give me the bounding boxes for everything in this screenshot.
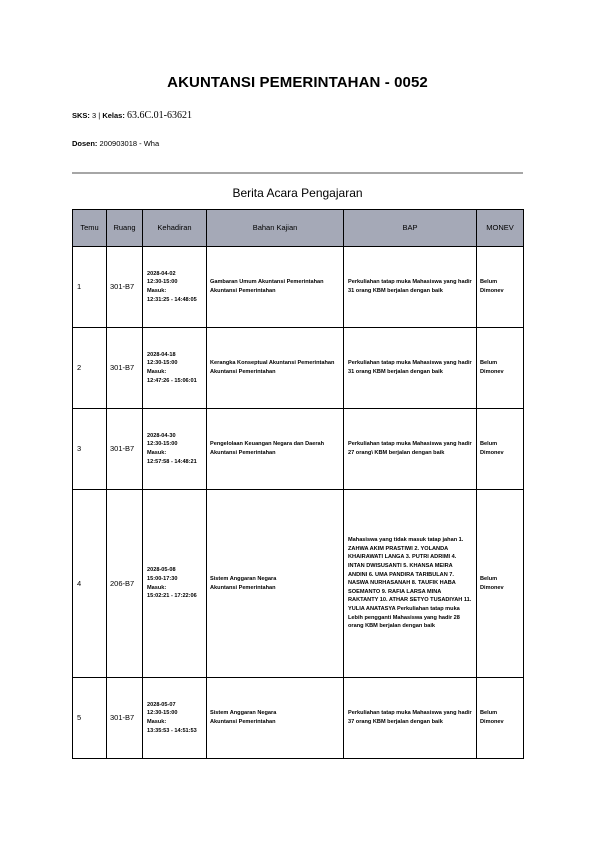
table-row — [73, 409, 524, 490]
session-date: 2028-05-07 — [147, 701, 176, 708]
masuk-label: Masuk: — [147, 584, 167, 591]
separator: | — [98, 111, 101, 120]
temu-cell: 1 — [73, 247, 107, 328]
ruang-cell: 301-B7 — [107, 409, 143, 490]
bahan-course: Akuntansi Pemerintahan — [210, 450, 276, 456]
temu-cell: 2 — [73, 328, 107, 409]
dosen-value: 200903018 - Wha — [99, 139, 160, 148]
bahan-course: Akuntansi Pemerintahan — [210, 288, 276, 294]
bahan-kajian-cell — [207, 678, 344, 759]
temu-cell: 3 — [73, 409, 107, 490]
ruang-cell: 301-B7 — [107, 328, 143, 409]
bap-cell: Perkuliahan tatap muka Mahasiswa yang hadir 31 orang KBM berjalan dengan baik — [344, 247, 477, 328]
bahan-kajian-cell — [207, 328, 344, 409]
divider — [72, 172, 523, 174]
session-date: 2028-04-30 — [147, 432, 176, 439]
monev-cell: Belum Dimonev — [477, 328, 524, 409]
sks-label: SKS: — [72, 111, 90, 120]
document-title: AKUNTANSI PEMERINTAHAN - 0052 — [167, 74, 428, 91]
temu-cell: 5 — [73, 678, 107, 759]
table-row — [73, 328, 524, 409]
column-header-monev: MONEV — [477, 210, 524, 247]
monev-cell: Belum Dimonev — [477, 678, 524, 759]
bahan-topic: Pengelolaan Keuangan Negara dan Daerah — [210, 441, 325, 448]
ruang-cell: 301-B7 — [107, 678, 143, 759]
bahan-kajian-cell — [207, 409, 344, 490]
kehadiran-cell — [143, 328, 207, 409]
monev-cell: Belum Dimonev — [477, 409, 524, 490]
bahan-course: Akuntansi Pemerintahan — [210, 719, 276, 725]
kehadiran-cell — [143, 678, 207, 759]
course-info — [72, 110, 192, 121]
kehadiran-cell — [143, 490, 207, 678]
column-header-kehadiran: Kehadiran — [143, 210, 207, 247]
bahan-kajian-cell — [207, 247, 344, 328]
table-row — [73, 490, 524, 678]
section-title: Berita Acara Pengajaran — [232, 186, 363, 200]
session-time: 12:30-15:00 — [147, 710, 178, 717]
session-date: 2028-04-02 — [147, 270, 176, 277]
ruang-cell: 206-B7 — [107, 490, 143, 678]
masuk-time: 15:02:21 - 17:22:06 — [147, 593, 197, 600]
kehadiran-cell — [143, 409, 207, 490]
session-time: 12:30-15:00 — [147, 279, 178, 286]
bahan-topic: Sistem Anggaran Negara — [210, 710, 277, 717]
kelas-value: 63.6C.01-63621 — [126, 110, 192, 121]
bahan-topic: Gambaran Umum Akuntansi Pemerintahan — [210, 279, 324, 286]
masuk-time: 12:57:58 - 14:48:21 — [147, 458, 197, 465]
bahan-course: Akuntansi Pemerintahan — [210, 369, 276, 375]
bap-cell: Perkuliahan tatap muka Mahasiswa yang hadir 27 orang\ KBM berjalan dengan baik — [344, 409, 477, 490]
ruang-cell: 301-B7 — [107, 247, 143, 328]
lecturer-info — [72, 139, 159, 148]
masuk-time: 13:35:53 - 14:51:53 — [147, 727, 197, 734]
masuk-label: Masuk: — [147, 288, 167, 294]
sks-value: 3 — [92, 111, 97, 120]
kelas-label: Kelas: — [102, 111, 125, 120]
masuk-time: 12:31:25 - 14:48:05 — [147, 296, 197, 303]
temu-cell: 4 — [73, 490, 107, 678]
bap-cell: Perkuliahan tatap muka Mahasiswa yang hadir 31 orang KBM berjalan dengan baik — [344, 328, 477, 409]
bahan-topic: Sistem Anggaran Negara — [210, 575, 277, 582]
bahan-kajian-cell — [207, 490, 344, 678]
monev-cell: Belum Dimonev — [477, 247, 524, 328]
monev-cell: Belum Dimonev — [477, 490, 524, 678]
masuk-label: Masuk: — [147, 450, 167, 456]
session-date: 2028-04-18 — [147, 351, 176, 358]
column-header-bap: BAP — [344, 210, 477, 247]
column-header-bahan-kajian: Bahan Kajian — [207, 210, 344, 247]
kehadiran-cell — [143, 247, 207, 328]
masuk-label: Masuk: — [147, 719, 167, 725]
masuk-time: 12:47:26 - 15:06:01 — [147, 377, 197, 384]
bap-cell: Mahasiswa yang tidak masuk tatap jahan 1. ZAHWA AKIM PRASTIWI 2. YOLANDA KHAIRAWATI LANGA 3. PUTRI ADRIMI 4. INTAN DWISUSANTI 5. KHANSA MEIRA ANDINI 6. UMA PANDIRA TARIBULAN 7. NASWA NURHASANAH 8. TAUFIK HABA SOEMANTO 9. RAFIA LARSA MINA RAKTANTY 10. ATHAR SETYO TUSADIYAH 11. YULIA ANATASYA Perkuliahan tatap muka Lebih pengganti Mahasiswa yang hadir 28 orang KBM berjalan dengan baik — [344, 490, 477, 678]
dosen-label: Dosen: — [72, 139, 98, 148]
bahan-topic: Kerangka Konseptual Akuntansi Pemerintahan — [210, 360, 335, 367]
teaching-report-table — [72, 209, 524, 759]
session-time: 12:30-15:00 — [147, 441, 178, 448]
bap-cell: Perkuliahan tatap muka Mahasiswa yang hadir 37 orang KBM berjalan dengan baik — [344, 678, 477, 759]
session-time: 12:30-15:00 — [147, 360, 178, 367]
table-row — [73, 678, 524, 759]
bahan-course: Akuntansi Pemerintahan — [210, 584, 276, 591]
session-date: 2028-05-08 — [147, 567, 176, 574]
column-header-temu: Temu — [73, 210, 107, 247]
table-header-row — [73, 210, 524, 247]
session-time: 15:00-17:30 — [147, 575, 178, 582]
column-header-ruang: Ruang — [107, 210, 143, 247]
table-row — [73, 247, 524, 328]
masuk-label: Masuk: — [147, 369, 167, 375]
